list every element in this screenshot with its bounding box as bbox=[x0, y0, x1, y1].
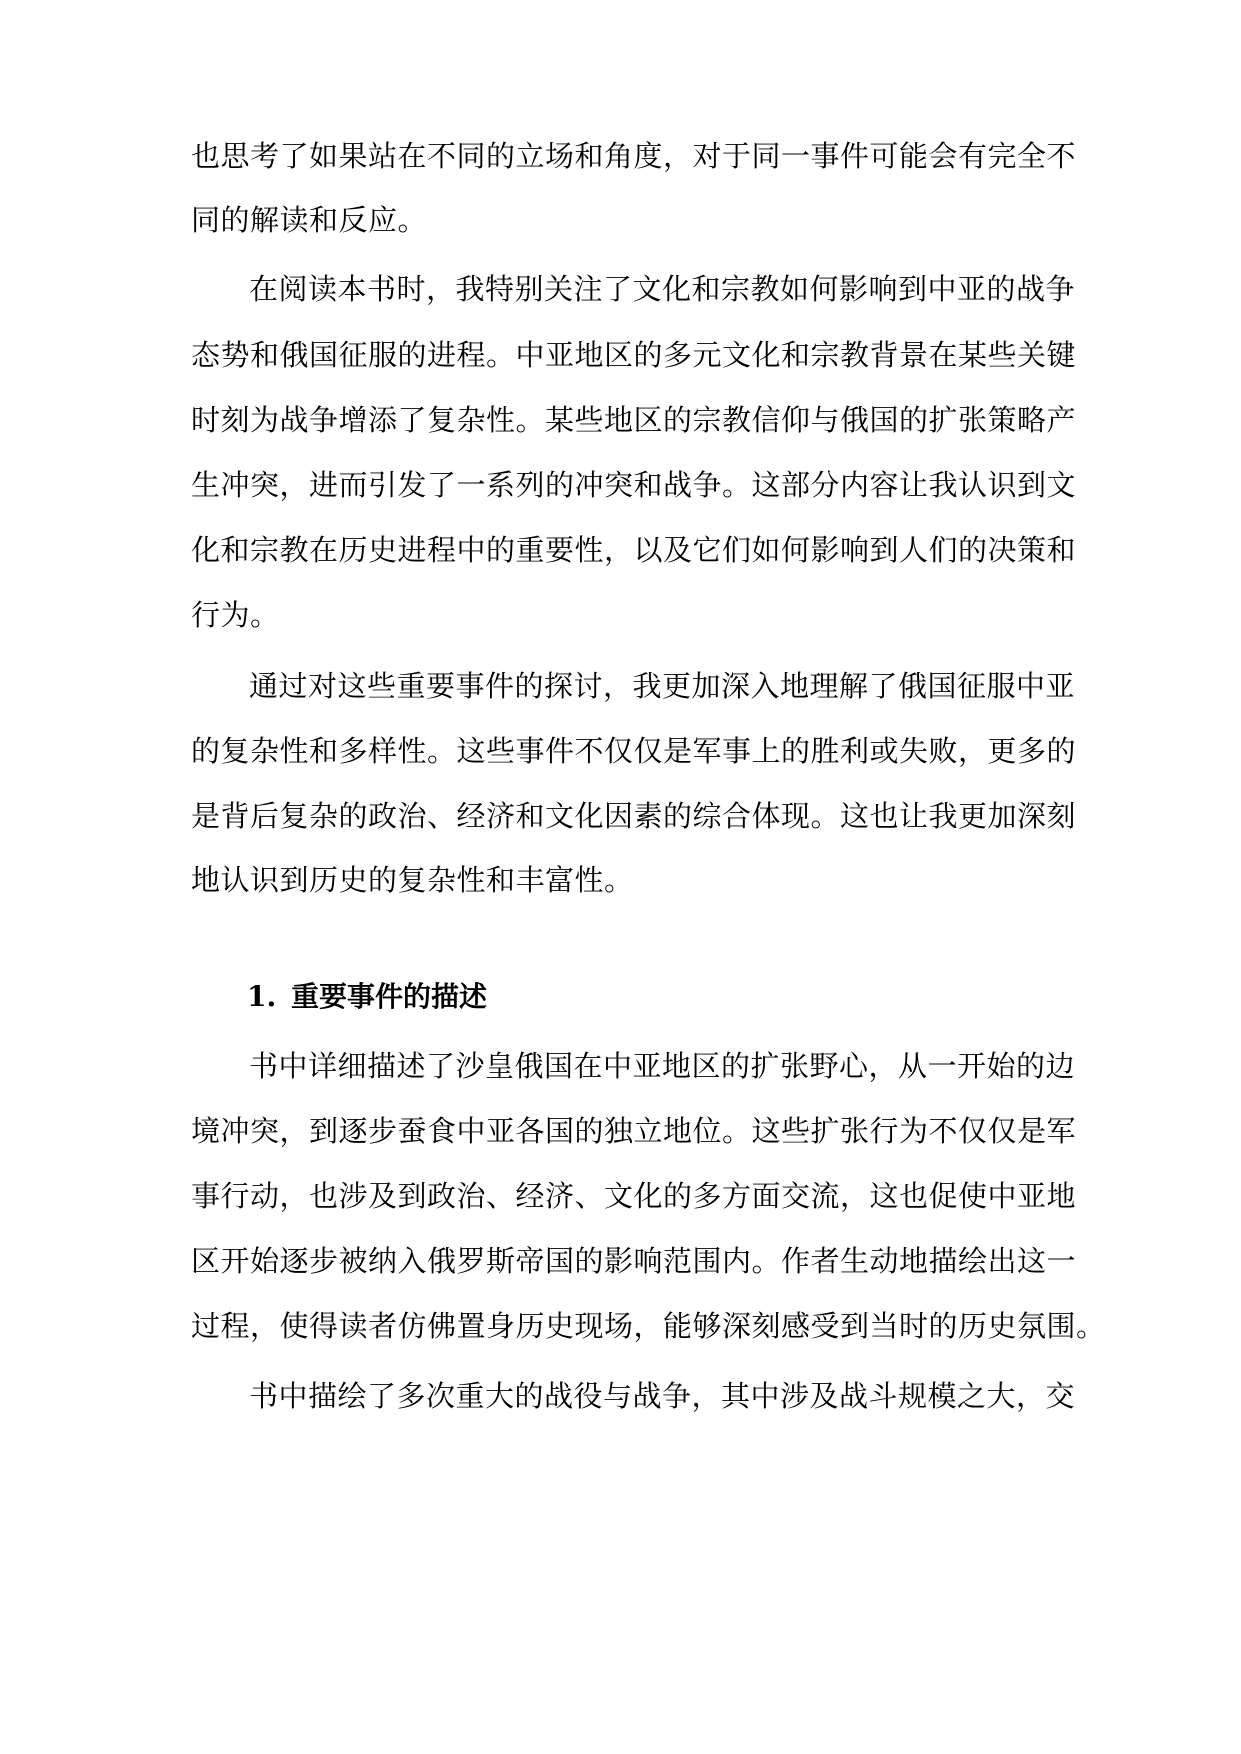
section-number: 1. bbox=[247, 980, 277, 1013]
paragraph-line: 生冲突，进而引发了一系列的冲突和战争。这部分内容让我认识到文 bbox=[191, 468, 1077, 502]
paragraph-line: 通过对这些重要事件的探讨，我更加深入地理解了俄国征服中亚 bbox=[249, 669, 1076, 703]
paragraph-line: 区开始逐步被纳入俄罗斯帝国的影响范围内。作者生动地描绘出这一 bbox=[191, 1244, 1077, 1278]
paragraph-line: 也思考了如果站在不同的立场和角度，对于同一事件可能会有完全不 bbox=[191, 139, 1077, 173]
paragraph-line: 态势和俄国征服的进程。中亚地区的多元文化和宗教背景在某些关键 bbox=[191, 338, 1077, 372]
paragraph-line: 时刻为战争增添了复杂性。某些地区的宗教信仰与俄国的扩张策略产 bbox=[191, 403, 1077, 437]
paragraph-line: 行为。 bbox=[191, 598, 280, 632]
paragraph-line: 化和宗教在历史进程中的重要性，以及它们如何影响到人们的决策和 bbox=[191, 533, 1077, 567]
section-title: 重要事件的描述 bbox=[291, 980, 488, 1013]
paragraph-line: 在阅读本书时，我特别关注了文化和宗教如何影响到中亚的战争 bbox=[249, 272, 1076, 306]
paragraph-line: 事行动，也涉及到政治、经济、文化的多方面交流，这也促使中亚地 bbox=[191, 1179, 1077, 1213]
paragraph-line: 书中详细描述了沙皇俄国在中亚地区的扩张野心，从一开始的边 bbox=[249, 1049, 1076, 1083]
paragraph-line: 是背后复杂的政治、经济和文化因素的综合体现。这也让我更加深刻 bbox=[191, 799, 1077, 833]
paragraph-line: 过程，使得读者仿佛置身历史现场，能够深刻感受到当时的历史氛围。 bbox=[191, 1309, 1106, 1343]
paragraph-line: 同的解读和反应。 bbox=[191, 203, 428, 237]
paragraph-line: 书中描绘了多次重大的战役与战争，其中涉及战斗规模之大，交 bbox=[249, 1379, 1076, 1413]
paragraph-line: 境冲突，到逐步蚕食中亚各国的独立地位。这些扩张行为不仅仅是军 bbox=[191, 1114, 1077, 1148]
paragraph-line: 地认识到历史的复杂性和丰富性。 bbox=[191, 863, 634, 897]
section-heading bbox=[247, 977, 487, 1017]
paragraph-line: 的复杂性和多样性。这些事件不仅仅是军事上的胜利或失败，更多的 bbox=[191, 734, 1077, 768]
